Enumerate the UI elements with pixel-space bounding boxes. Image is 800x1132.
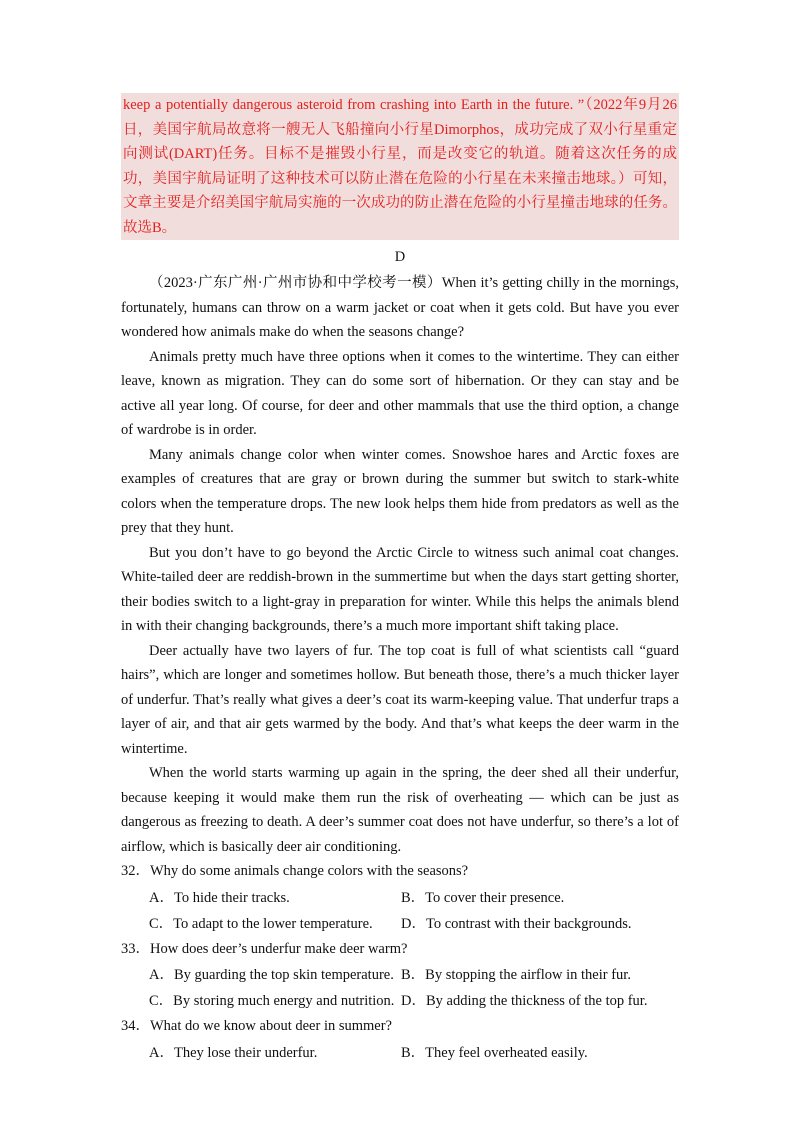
option-a: A．To hide their tracks.	[149, 889, 290, 906]
passage-paragraph: （2023·广东广州·广州市协和中学校考一模）When it’s getting chilly in the mornings, fortunately, humans can throw on a warm jacket or coat when it gets cold. But have you ever wondered how animals make do when the seasons change?	[121, 275, 679, 340]
question-stem: 32．Why do some animals change colors with the seasons?	[121, 863, 469, 879]
passage-paragraph: Animals pretty much have three options when it comes to the wintertime. They can either leave, known as migration. They can do some sort of hibernation. Or they can stay and be active all year long. Of course, for deer and other mammals that use the third option, a change of wardrobe is in order.	[121, 348, 679, 438]
option-b: B．By stopping the airflow in their fur.	[401, 967, 631, 983]
option-row	[121, 962, 679, 988]
passage	[121, 271, 679, 859]
option-row	[121, 911, 679, 937]
document-page	[121, 93, 679, 1066]
option-d: D．By adding the thickness of the top fur.	[401, 993, 648, 1009]
option-c: C．By storing much energy and nutrition.	[149, 993, 395, 1009]
option-d: D．To contrast with their backgrounds.	[401, 915, 632, 932]
passage-paragraph: Many animals change color when winter comes. Snowshoe hares and Arctic foxes are examples of creatures that are gray or brown during the summer but switch to stark-white colors when the temperature drops. The new look helps them hide from predators as well as the prey that they hunt.	[121, 446, 679, 536]
option-c: C．To adapt to the lower temperature.	[149, 915, 373, 932]
question-stem: 33．How does deer’s underfur make deer warm?	[121, 940, 408, 957]
passage-paragraph: But you don’t have to go beyond the Arctic Circle to witness such animal coat changes. White-tailed deer are reddish-brown in the summertime but when the days start getting shorter, their bodies switch to a light-gray in preparation for winter. While this helps the animals blend in with their changing backgrounds, there’s a much more important shift taking place.	[121, 544, 679, 634]
question-34	[121, 1014, 679, 1066]
option-b: B．They feel overheated easily.	[401, 1044, 588, 1061]
question-33	[121, 937, 679, 1015]
answer-explanation-highlight	[121, 93, 679, 240]
question-32	[121, 859, 679, 937]
option-row	[121, 1040, 679, 1066]
passage-paragraph: Deer actually have two layers of fur. The top coat is full of what scientists call “guard hairs”, which are longer and sometimes hollow. But beneath those, there’s a much thicker layer of underfur. That’s really what gives a deer’s coat its warm-keeping value. That underfur traps a layer of air, and that air gets warmed by the body. And that’s what keeps the deer warm in the wintertime.	[121, 642, 679, 757]
option-b: B．To cover their presence.	[401, 889, 565, 906]
answer-explanation-text: keep a potentially dangerous asteroid from crashing into Earth in the future. ”（2022年9月26日，美国宇航局故意将一艘无人飞船撞向小行星Dimorphos，成功完成了双小行星重定向测试(DART)任务。目标不是摧毁小行星，而是改变它的轨道。随着这次任务的成功，美国宇航局证明了这种技术可以防止潜在危险的小行星在未来撞击地球。）可知，文章主要是介绍美国宇航局实施的一次成功的防止潜在危险的小行星撞击地球的任务。故选B。	[123, 97, 677, 236]
passage-paragraph: When the world starts warming up again in the spring, the deer shed all their underfur, because keeping it would make them run the risk of overheating — which can be just as dangerous as freezing to death. A deer’s summer coat does not have underfur, so there’s a lot of airflow, which is basically deer air conditioning.	[121, 765, 679, 855]
option-a: A．They lose their underfur.	[149, 1044, 318, 1061]
option-a: A．By guarding the top skin temperature.	[149, 967, 394, 983]
section-label: D	[394, 249, 406, 265]
option-row	[121, 885, 679, 911]
question-stem: 34．What do we know about deer in summer?	[121, 1018, 392, 1034]
option-row	[121, 988, 679, 1014]
